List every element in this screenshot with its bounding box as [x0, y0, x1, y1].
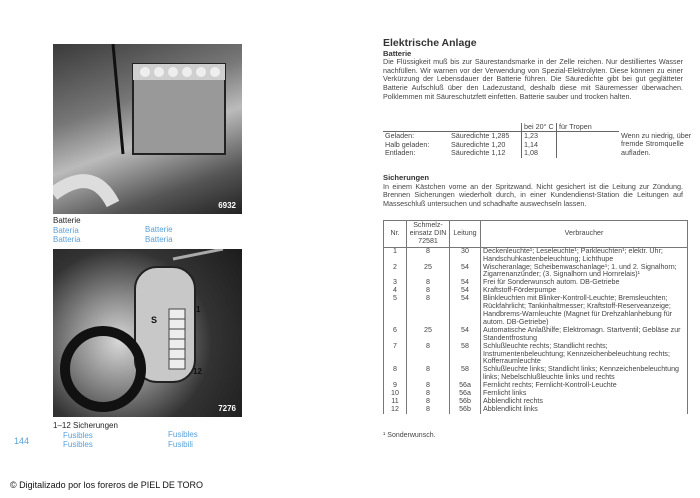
header-cell: bei 20° C: [522, 123, 557, 132]
caption-de: 1–12 Sicherungen: [53, 421, 118, 430]
state-cell: Entladen:: [385, 148, 416, 158]
fuse-rating: 8: [407, 366, 450, 382]
fuse-box-illustration: [53, 249, 242, 417]
battery-photo: [53, 44, 242, 214]
copyright: © Digitalizado por los foreros de PIEL DE TORO: [10, 480, 204, 490]
fuse-consumers: Frei für Sonderwunsch autom. DB-Getriebe: [481, 279, 688, 287]
density-cell: Säuredichte 1,20: [449, 141, 522, 149]
fuse-number: 10: [384, 390, 407, 398]
tropics-cell: 1,14: [522, 141, 557, 149]
battery-illustration: [53, 44, 242, 214]
fuse-consumers: Abblendlicht links: [481, 406, 688, 414]
fuse-rating: 8: [407, 287, 450, 295]
fuse-rating: 25: [407, 327, 450, 343]
battery-heading: Batterie: [383, 48, 412, 58]
table-row: [384, 247, 688, 263]
fuse-rating: 8: [407, 343, 450, 367]
fuse-rating: 8: [407, 295, 450, 327]
caption-de: Batterie: [53, 216, 81, 225]
fuse-wire: 56a: [450, 382, 481, 390]
table-row: [384, 366, 688, 382]
fuses-heading: Sicherungen: [383, 173, 429, 182]
fuse-consumers: Wischeranlage; Scheibenwaschanlage¹; 1. und 2. Signalhorn; Zigarrenanzünder; (3. Signalhorn und Hornrelais)¹: [481, 264, 688, 280]
fuse-wire: 54: [450, 287, 481, 295]
caption-es: Batería: [53, 225, 79, 235]
table-row: [384, 327, 688, 343]
caption-it-right: Batteria: [145, 234, 173, 244]
fuse-consumers: Fernlicht rechts; Fernlicht-Kontroll-Leuchte: [481, 382, 688, 390]
fuse-table-header: [384, 221, 688, 248]
photo-number: 7276: [218, 404, 236, 413]
fuse-consumers: Schlußleuchte links; Standlicht links; Kennzeichenbeleuchtung links; Nebelschlußleuchte links und rechts: [481, 366, 688, 382]
caption-it-left: Batteria: [53, 235, 81, 244]
density-cell: Säuredichte 1,12: [449, 149, 522, 157]
state-cell: Geladen:: [385, 131, 415, 141]
fuse-wire: 56a: [450, 390, 481, 398]
table-row: [384, 295, 688, 327]
fuse-number: 7: [384, 343, 407, 367]
caption-es: Fusibles: [63, 430, 93, 440]
fuse-number: 11: [384, 398, 407, 406]
acid-density-table: [383, 123, 695, 158]
fuse-rating: 8: [407, 390, 450, 398]
header-amp: Schmelz-einsatz DIN 72581: [407, 221, 450, 248]
tropics-cell: 1,08: [522, 149, 557, 157]
fuse-wire: 58: [450, 343, 481, 367]
fuse-box-photo: [53, 249, 242, 417]
table-row: [384, 406, 688, 414]
fuse-rating: 8: [407, 398, 450, 406]
density-cell: Säuredichte 1,285: [449, 132, 522, 141]
fuse-number: 9: [384, 382, 407, 390]
fuse-consumers: Blinkleuchten mit Blinker-Kontroll-Leuchte; Bremsleuchten; Rückfahrlicht; Tankinhaltmesser; Kraftstoff-Reserveanzeige; Handbrems-Warnleuchte (Magnet für Drehzahlanhebung für autom. DB-Getriebe): [481, 295, 688, 327]
footnote: ¹ Sonderwunsch.: [383, 432, 436, 439]
label-s: S: [151, 315, 158, 325]
fuse-wire: 54: [450, 279, 481, 287]
caption-fr: Fusibles: [168, 430, 198, 439]
photo2-caption: [53, 421, 118, 450]
fuse-wire: 58: [450, 366, 481, 382]
label-1: 1: [196, 305, 201, 314]
fuse-wire: 56b: [450, 406, 481, 414]
header-consumer: Verbraucher: [481, 221, 688, 248]
photo1-caption-right: [145, 225, 173, 244]
fuse-consumers: Deckenleuchte¹; Leseleuchte¹; Parkleuchten¹; elektr. Uhr; Handschuhkastenbeleuchtung; Lichthupe: [481, 247, 688, 263]
fuse-rating: 8: [407, 382, 450, 390]
fuse-wire: 54: [450, 295, 481, 327]
caption-fr: Batterie: [145, 225, 173, 234]
fuse-number: 5: [384, 295, 407, 327]
fuses-section: [383, 172, 683, 208]
fuse-number: 6: [384, 327, 407, 343]
fuse-table: [383, 220, 688, 414]
fuse-number: 12: [384, 406, 407, 414]
fuse-number: 3: [384, 279, 407, 287]
caption-it-right: Fusibili: [168, 439, 193, 449]
fuse-wire: 30: [450, 247, 481, 263]
table-row: [384, 343, 688, 367]
photo1-caption: [53, 216, 81, 245]
tropics-cell: 1,23: [522, 132, 557, 141]
fuse-wire: 56b: [450, 398, 481, 406]
fuses-text: In einem Kästchen vorne an der Spritzwand. Nicht gesichert ist die Leitung zur Zündung. Brennen Sicherungen wiederholt durch, in einer Kundendienst-Station die Leitungen auf Masseschluß untersuchen und schadhafte auswechseln lassen.: [383, 181, 683, 208]
fuse-number: 8: [384, 366, 407, 382]
fuse-consumers: Schlußleuchte rechts; Standlicht rechts; Instrumentenbeleuchtung; Kennzeichenbeleuchtung rechts; Kofferraumleuchte: [481, 343, 688, 367]
table-row: [384, 264, 688, 280]
table-row: [383, 132, 695, 141]
battery-text: Die Flüssigkeit muß bis zur Säurestandsmarke in der Zelle reichen. Nur destilliertes Wasser nachfüllen. Wir warnen vor der Verwendung von Spezial-Elektrolyten. Diese können zu einer Verkürzung der Lebensdauer der Batterie führen. Die Säuredichte gibt bei gut geglätteter Batterie Aufschluß über den Ladezustand, deshalb diese mit Säuremesser überwachen. Polklemmen mit Säureschutzfett einfetten. Batterie sauber und trocken halten.: [383, 57, 683, 101]
fuse-rating: 8: [407, 406, 450, 414]
section-title: Elektrische Anlage: [383, 37, 477, 49]
fuse-rating: 25: [407, 264, 450, 280]
charge-note: Wenn zu niedrig, über fremde Stromquelle aufladen.: [621, 130, 692, 157]
fuse-consumers: Abblendlicht rechts: [481, 398, 688, 406]
photo2-caption-right: [168, 430, 198, 449]
header-cell: für Tropen: [557, 123, 620, 132]
fuse-number: 2: [384, 264, 407, 280]
photo-number: 6932: [218, 201, 236, 210]
fuse-number: 4: [384, 287, 407, 295]
caption-it-left: Fusibles: [63, 440, 93, 449]
fuse-wire: 54: [450, 264, 481, 280]
fuse-rating: 8: [407, 247, 450, 263]
label-12: 12: [193, 367, 202, 376]
fuse-rating: 8: [407, 279, 450, 287]
page-number: 144: [14, 436, 30, 446]
electrical-section: [383, 39, 683, 101]
fuse-wire: 54: [450, 327, 481, 343]
state-cell: Halb geladen:: [385, 139, 430, 149]
fuse-number: 1: [384, 247, 407, 263]
fuse-consumers: Fernlicht links: [481, 390, 688, 398]
header-wire: Leitung: [450, 221, 481, 248]
fuse-consumers: Kraftstoff-Förderpumpe: [481, 287, 688, 295]
header-nr: Nr.: [384, 221, 407, 248]
fuse-consumers: Automatische Anlaßhilfe; Elektromagn. Startventil; Gebläse zur Standentfrostung: [481, 327, 688, 343]
